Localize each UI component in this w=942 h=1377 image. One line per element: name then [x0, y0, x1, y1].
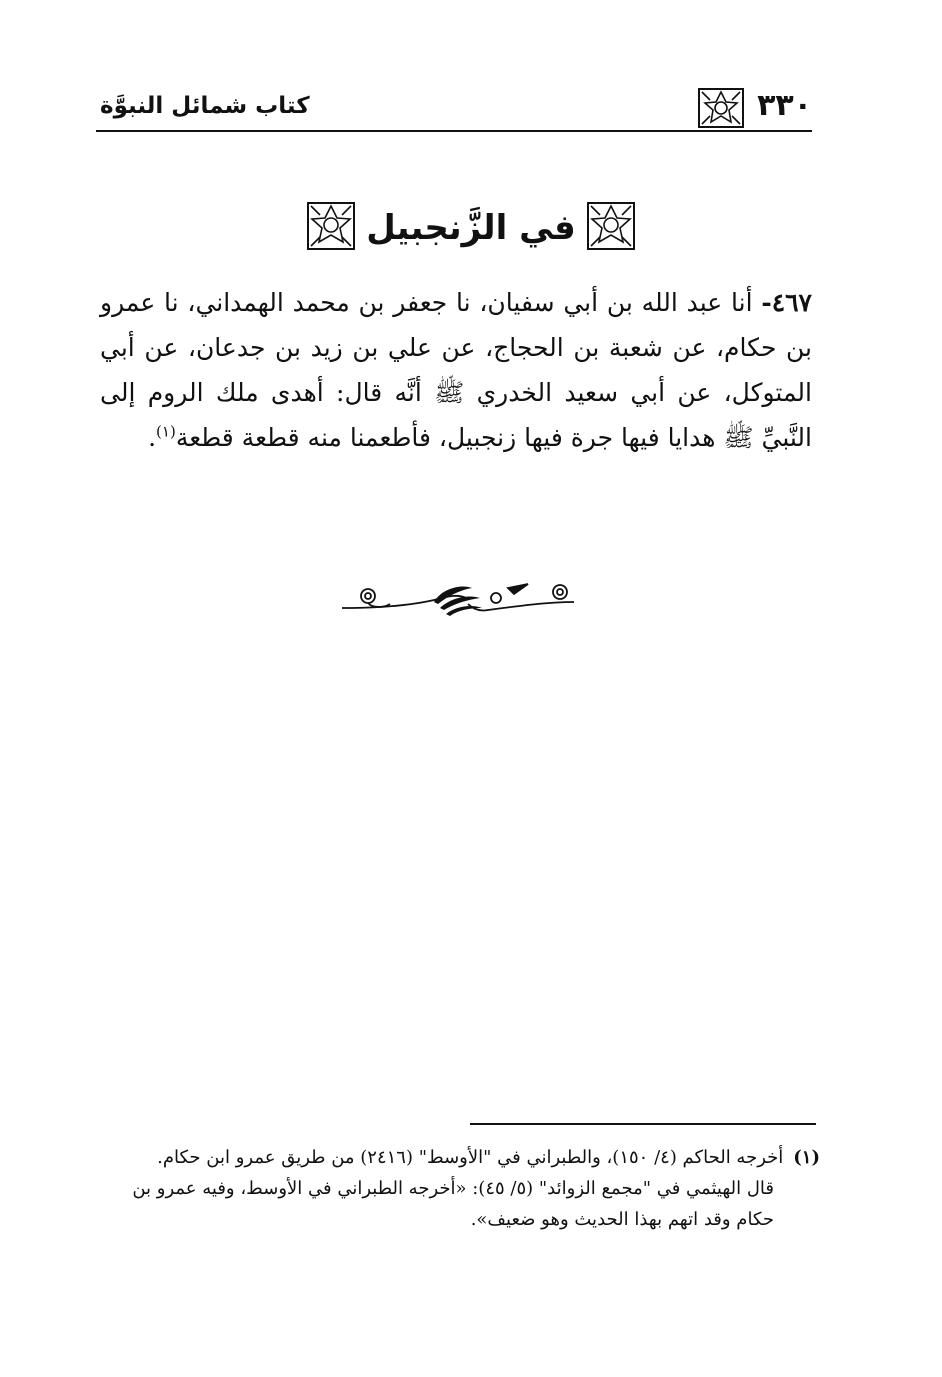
- chapter-heading: [0, 200, 942, 256]
- hadith-end: .: [148, 423, 157, 452]
- floral-scroll-divider-icon: [338, 578, 578, 622]
- page-header: [96, 86, 812, 132]
- chapter-title: في الزَّنجبيل: [366, 208, 576, 248]
- geometric-star-ornament-icon: [306, 201, 356, 255]
- book-title: كتاب شمائل النبوَّة: [100, 93, 310, 119]
- footnotes: [108, 1142, 820, 1235]
- footnote-reference[interactable]: (١): [156, 422, 176, 441]
- footnote-separator: [470, 1123, 816, 1125]
- footnote-text: قال الهيثمي في "مجمع الزوائد" (٥/ ٤٥): «أخرجه الطبراني في الأوسط، وفيه عمرو بن حكام وقد اتهم بهذا الحديث وهو ضعيف».: [132, 1178, 774, 1230]
- hadith-number: ٤٦٧-: [761, 288, 812, 317]
- footnote-item: [108, 1142, 820, 1173]
- footnote-marker: (١): [793, 1147, 820, 1168]
- header-rule: [96, 130, 812, 132]
- hadith-text: [100, 280, 812, 460]
- footnote-text: أخرجه الحاكم (٤/ ١٥٠)، والطبراني في "الأوسط" (٢٤١٦) من طريق عمرو ابن حكام.: [157, 1147, 784, 1168]
- geometric-star-ornament-icon: [586, 201, 636, 255]
- geometric-star-ornament-icon: [698, 88, 744, 132]
- hadith-body: أنا عبد الله بن أبي سفيان، نا جعفر بن محمد الهمداني، نا عمرو بن حكام، عن شعبة بن الحجاج، عن علي بن زيد بن جدعان، عن أبي المتوكل، عن أبي سعيد الخدري ﷺ أنَّه قال: أهدى ملك الروم إلى النَّبيِّ ﷺ هدايا فيها جرة فيها زنجبيل، فأطعمنا منه قطعة قطعة: [100, 288, 812, 452]
- page-number: ٣٣٠: [757, 88, 812, 123]
